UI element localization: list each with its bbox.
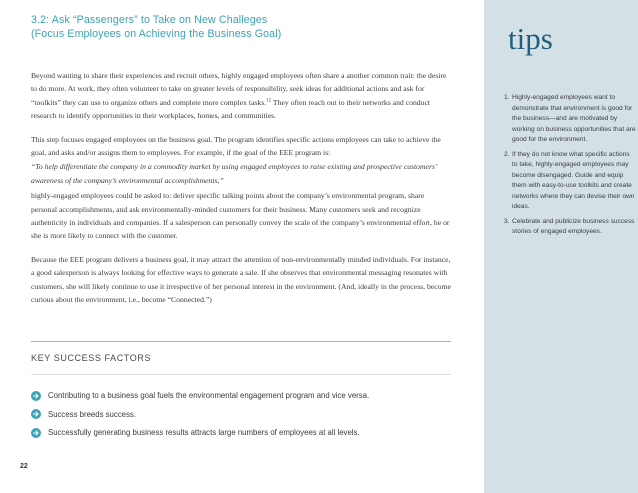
section-heading-line1: 3.2: Ask “Passengers” to Take on New Challeges bbox=[31, 14, 268, 26]
key-success-text: Success breeds success. bbox=[48, 409, 136, 419]
key-success-title: KEY SUCCESS FACTORS bbox=[31, 353, 152, 363]
key-success-item bbox=[31, 390, 461, 401]
tip-item bbox=[504, 217, 636, 238]
tip-number: 3. bbox=[504, 217, 510, 225]
key-success-item bbox=[31, 427, 461, 438]
tip-text: Celebrate and publicize business success stories of engaged employees. bbox=[512, 217, 635, 235]
paragraph-intro bbox=[31, 69, 451, 123]
key-success-text: Successfully generating business results attracts large numbers of employees at all levels. bbox=[48, 428, 360, 437]
body-text bbox=[31, 69, 451, 317]
paragraph-business-goal: Because the EEE program delivers a business goal, it may attract the attention of non-environmentally minded individuals. For instance, a good salesperson is always looking for effective ways to generate a sale. If she observes that environmental messaging resonates with customers, she will likely continue to use it irrespective of her personal interest in the environment. (And, ideally in the process, become curious about the environment, i.e., become “Connected.”) bbox=[31, 254, 451, 305]
tip-number: 2. bbox=[504, 150, 510, 158]
page-number: 22 bbox=[20, 463, 28, 470]
tip-text: Highly-engaged employees want to demonstrate that environment is good for the business—and are motivated by working on business opportunities that are good for the environment. bbox=[512, 94, 636, 143]
section-divider bbox=[31, 341, 451, 342]
goal-quote: “To help differentiate the company in a commodity market by using engaged employees to raise existing and prospective customers’ awareness of the company’s environmental accomplishments,” bbox=[31, 162, 437, 185]
arrow-right-icon bbox=[31, 428, 41, 438]
arrow-right-icon bbox=[31, 409, 41, 419]
key-success-divider bbox=[31, 374, 451, 375]
paragraph-example: highly-engaged employees could be asked to: deliver specific talking points about the company’s environmental program, share personal accomplishments, and ask environmentally-minded customers for their business. Many customers seek and recognize authenticity in individuals and companies. If a salesperson can personally convey the scale of the company’s environmental effort, he or she is more likely to connect with the customer. bbox=[31, 191, 450, 241]
footnote-ref: 12 bbox=[266, 98, 272, 104]
tip-number: 1. bbox=[504, 94, 510, 101]
tips-sidebar bbox=[484, 0, 638, 493]
section-heading bbox=[31, 13, 451, 41]
tip-item bbox=[504, 93, 636, 146]
key-success-text: Contributing to a business goal fuels the environmental engagement program and vice versa. bbox=[48, 391, 370, 400]
tip-text: If they do not know what specific actions to take, highly-engaged employees may become disengaged. Guide and equip them with easy-to-use toolkits and create networks where they can devise their own ideas. bbox=[512, 150, 635, 210]
arrow-right-icon bbox=[31, 391, 41, 401]
tips-title: tips bbox=[508, 21, 553, 56]
key-success-list bbox=[31, 390, 461, 446]
key-success-item bbox=[31, 409, 461, 420]
paragraph-focus: This step focuses engaged employees on the business goal. The program identifies specific actions employees can take to achieve the goal, and asks and/or assigns them to employees. For example, if the goal of the EEE program is: bbox=[31, 134, 441, 158]
tip-item bbox=[504, 150, 636, 213]
paragraph-intro-text: Beyond wanting to share their experiences and recruit others, highly engaged employees often share a another common trait: the desire to do more. At work, they often volunteer to take on greater levels of responsibility, seek ideas for additional actions and ask for “toolkits” they can use to organize others and complete more complex tasks. bbox=[31, 71, 447, 107]
section-heading-line2: (Focus Employees on Achieving the Business Goal) bbox=[31, 28, 282, 40]
tips-list bbox=[504, 93, 636, 242]
paragraph-intro-tail: They often reach out to their networks and conduct research to identify opportunities in their workplaces, homes, and communities. bbox=[31, 97, 431, 121]
